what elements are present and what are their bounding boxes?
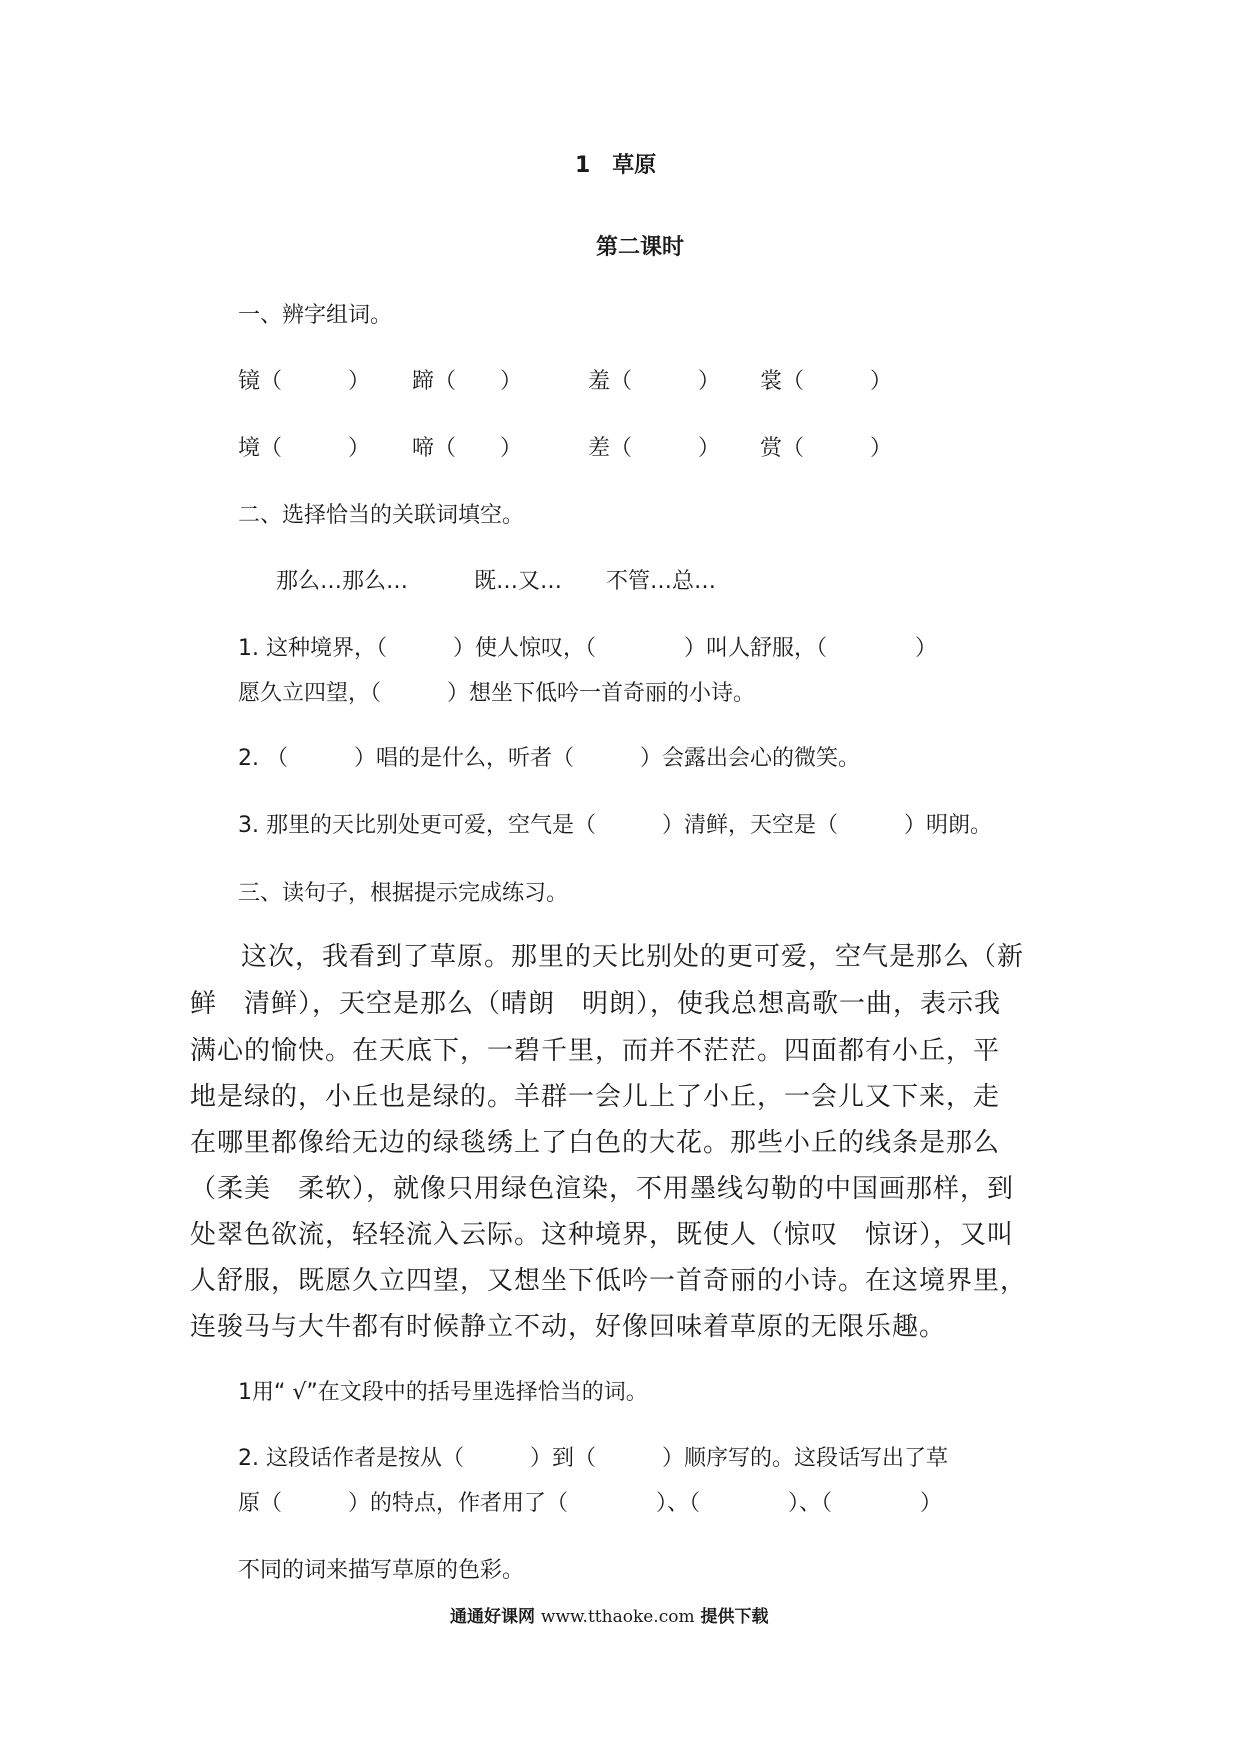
passage-line: 在哪里都像给无边的绿毯绣上了白色的大花。那些小丘的线条是那么: [190, 1128, 1001, 1158]
char-item: 镜（ ）: [238, 369, 371, 394]
passage-line: 连骏马与大牛都有时候静立不动，好像回味着草原的无限乐趣。: [190, 1312, 947, 1342]
question-2-3: 3. 那里的天比别处更可爱，空气是（ ）清鲜，天空是（ ）明朗。: [238, 813, 992, 838]
passage-line: 满心的愉快。在天底下，一碧千里，而并不茫茫。四面都有小丘，平: [190, 1036, 1001, 1066]
footer-suffix: 提供下载: [700, 1607, 769, 1627]
question-3-2-line1: 2. 这段话作者是按从（ ）到（ ）顺序写的。这段话写出了草: [238, 1446, 948, 1471]
footer: [450, 1602, 769, 1627]
char-item: 差（ ）: [588, 436, 721, 461]
question-3-1: 1用“ √”在文段中的括号里选择恰当的词。: [238, 1380, 648, 1405]
passage-line: （柔美 柔软），就像只用绿色渲染，不用墨线勾勒的中国画那样，到: [190, 1174, 1015, 1204]
footer-site-link[interactable]: www.tthaoke.com: [540, 1607, 695, 1627]
passage-line: 鲜 清鲜），天空是那么（晴朗 明朗），使我总想高歌一曲，表示我: [190, 989, 1002, 1019]
question-3-2-line3: 不同的词来描写草原的色彩。: [238, 1558, 525, 1583]
char-item: 啼（ ）: [412, 436, 523, 461]
lesson-title: 1 草原: [575, 153, 657, 178]
section2-heading: 二、选择恰当的关联词填空。: [238, 503, 525, 528]
question-2-1-line2: 愿久立四望，（ ）想坐下低吟一首奇丽的小诗。: [238, 681, 756, 706]
footer-brand: 通通好课网: [450, 1607, 535, 1627]
passage-line: 这次，我看到了草原。那里的天比别处的更可爱，空气是那么（新: [214, 942, 1025, 972]
char-item: 境（ ）: [238, 436, 371, 461]
char-item: 蹄（ ）: [412, 369, 523, 394]
char-item: 羞（ ）: [588, 369, 721, 394]
section1-heading: 一、辨字组词。: [238, 303, 393, 328]
char-item: 裳（ ）: [760, 369, 893, 394]
passage-line: 人舒服，既愿久立四望，又想坐下低吟一首奇丽的小诗。在这境界里，: [190, 1266, 1028, 1296]
question-2-2: 2. （ ）唱的是什么，听者（ ）会露出会心的微笑。: [238, 746, 860, 771]
conjunction-options: 那么…那么… 既…又… 不管…总…: [276, 569, 717, 594]
char-item: 赏（ ）: [760, 436, 893, 461]
question-3-2-line2: 原（ ）的特点，作者用了（ ）、（ ）、（ ）: [238, 1491, 943, 1516]
passage-line: 地是绿的，小丘也是绿的。羊群一会儿上了小丘，一会儿又下来，走: [190, 1082, 1001, 1112]
question-2-1-line1: 1. 这种境界，（ ）使人惊叹，（ ）叫人舒服，（ ）: [238, 636, 937, 661]
section3-heading: 三、读句子，根据提示完成练习。: [238, 881, 569, 906]
lesson-period: 第二课时: [596, 235, 685, 260]
passage-line: 处翠色欲流，轻轻流入云际。这种境界，既使人（惊叹 惊讶），又叫: [190, 1220, 1015, 1250]
